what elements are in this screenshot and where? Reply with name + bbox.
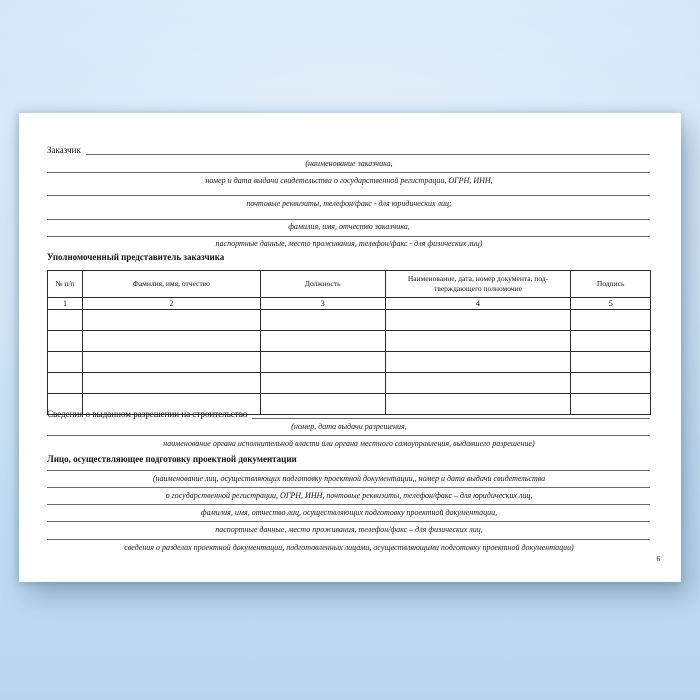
table-cell (385, 310, 571, 331)
customer-caption-1: (наименование заказчика, (305, 159, 393, 168)
table-cell (260, 352, 385, 373)
permit-caption-2: наименование органа исполнительной власти или органа местного самоуправления, выдавшего разрешение) (163, 439, 535, 448)
blank-line (47, 504, 650, 505)
column-number: 2 (82, 298, 260, 310)
col-header-number: № п/п (48, 271, 83, 298)
table-cell (385, 352, 571, 373)
table-header-row (48, 271, 651, 298)
designer-caption-1: (наименование лиц, осуществляющих подготовку проектной документации,, номер и дата выдачи свидетельства (152, 474, 546, 483)
table-cell (82, 331, 260, 352)
document-page (19, 113, 681, 582)
col-header-position: Должность (260, 271, 385, 298)
table-cell (48, 331, 83, 352)
permit-blank-line (252, 409, 650, 419)
table-cell (82, 352, 260, 373)
table-cell (385, 331, 571, 352)
blank-line (47, 470, 650, 471)
column-number: 4 (385, 298, 571, 310)
customer-blank-line (86, 145, 650, 155)
blank-line (47, 172, 650, 173)
table-cell (571, 310, 651, 331)
page-number: 6 (656, 555, 660, 563)
blank-line (47, 487, 650, 488)
representative-heading: Уполномоченный представитель заказчика (47, 252, 225, 262)
blank-line (47, 195, 650, 196)
blank-line (47, 539, 650, 540)
column-number: 3 (260, 298, 385, 310)
customer-caption-5: паспортные данные, место проживания, телефон/факс - для физических лиц) (215, 239, 483, 248)
column-number: 1 (48, 298, 83, 310)
blank-line (47, 435, 650, 436)
blank-line (47, 219, 650, 220)
col-header-name: Фамилия, имя, отчество (82, 271, 260, 298)
column-number-row (48, 298, 651, 310)
table-cell (571, 352, 651, 373)
table-cell (48, 352, 83, 373)
designer-caption-5: сведения о разделах проектной документации, подготовленных лицами, осуществляющими подготовку проектной документации) (124, 543, 574, 552)
table-cell (260, 310, 385, 331)
customer-caption-4: фамилия, имя, отчество заказчика, (288, 222, 410, 231)
customer-label: Заказчик (47, 145, 81, 155)
table-cell (48, 310, 83, 331)
table-cell (82, 310, 260, 331)
col-header-signature: Подпись (571, 271, 651, 298)
table-cell (82, 373, 260, 394)
designer-caption-2: о государственной регистрации, ОГРН, ИНН, почтовые реквизиты, телефон/факс – для юридических лиц, (165, 491, 533, 500)
table-cell (260, 331, 385, 352)
customer-caption-3: почтовые реквизиты, телефон/факс - для юридических лиц; (246, 199, 452, 208)
table-row (48, 331, 651, 352)
blank-line (47, 236, 650, 237)
table-cell (571, 373, 651, 394)
table-cell (571, 331, 651, 352)
designer-heading: Лицо, осуществляющее подготовку проектной документации (47, 454, 297, 464)
blank-line (47, 521, 650, 522)
designer-caption-4: паспортные данные, место проживания, телефон/факс – для физических лиц, (215, 525, 483, 534)
customer-field (47, 144, 650, 155)
table-cell (260, 373, 385, 394)
customer-caption-2: номер и дата выдачи свидетельства о государственной регистрации, ОГРН, ИНН, (205, 176, 493, 185)
table-row (48, 352, 651, 373)
table-cell (385, 373, 571, 394)
table-row (48, 373, 651, 394)
table-cell (48, 373, 83, 394)
column-number: 5 (571, 298, 651, 310)
col-header-document: Наименование, дата, номер документа, подтверждающего полномочие (385, 271, 571, 298)
representatives-table (47, 270, 651, 415)
permit-field (47, 409, 650, 419)
permit-caption-1: (номер, дата выдачи разрешения, (291, 422, 407, 431)
permit-label: Сведения о выданном разрешении на строительство (47, 409, 248, 419)
designer-caption-3: фамилия, имя, отчество лиц, осуществляющих подготовку проектной документации, (200, 508, 498, 517)
table-row (48, 310, 651, 331)
